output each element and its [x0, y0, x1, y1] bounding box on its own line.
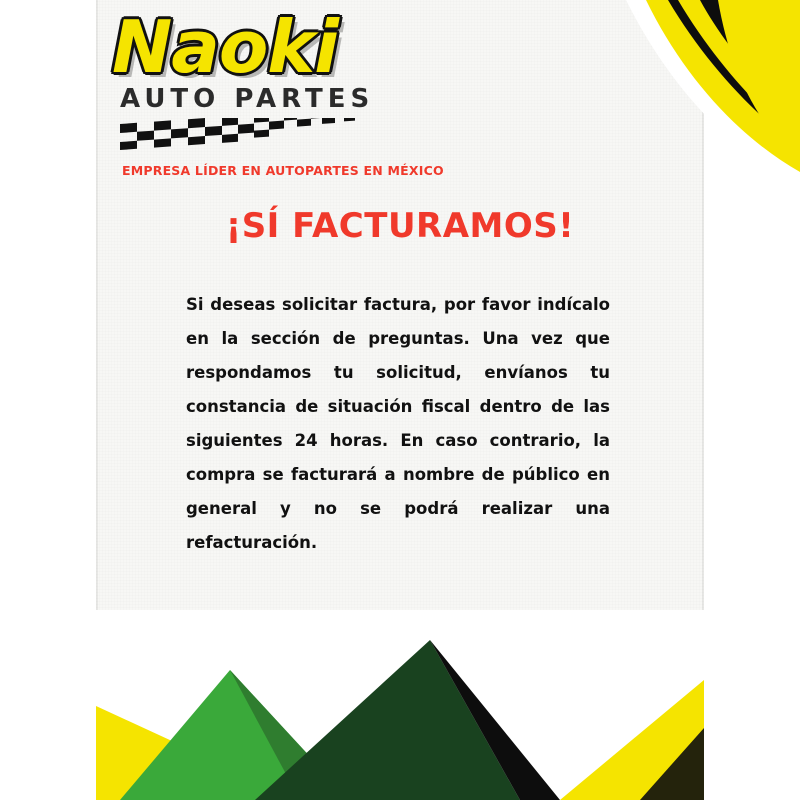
brand-tagline: EMPRESA LÍDER EN AUTOPARTES EN MÉXICO [122, 163, 444, 178]
brand-subtitle: AUTO PARTES [120, 84, 375, 114]
page-title: ¡SÍ FACTURAMOS! [225, 206, 575, 246]
paper-edge-left [96, 0, 98, 800]
body-paragraph: Si deseas solicitar factura, por favor indícalo en la sección de preguntas. Una vez que respondamos tu solicitud, envíanos tu constancia de situación fiscal dentro de las siguientes 24 horas. En caso contrario, la compra se facturará a nombre de público en general y no se podrá realizar una refacturación. [186, 295, 610, 552]
checkered-flag-icon [120, 118, 366, 152]
paper-edge-right [702, 0, 704, 800]
brand-name: Naoki [112, 5, 338, 89]
brand-logo [112, 4, 444, 178]
